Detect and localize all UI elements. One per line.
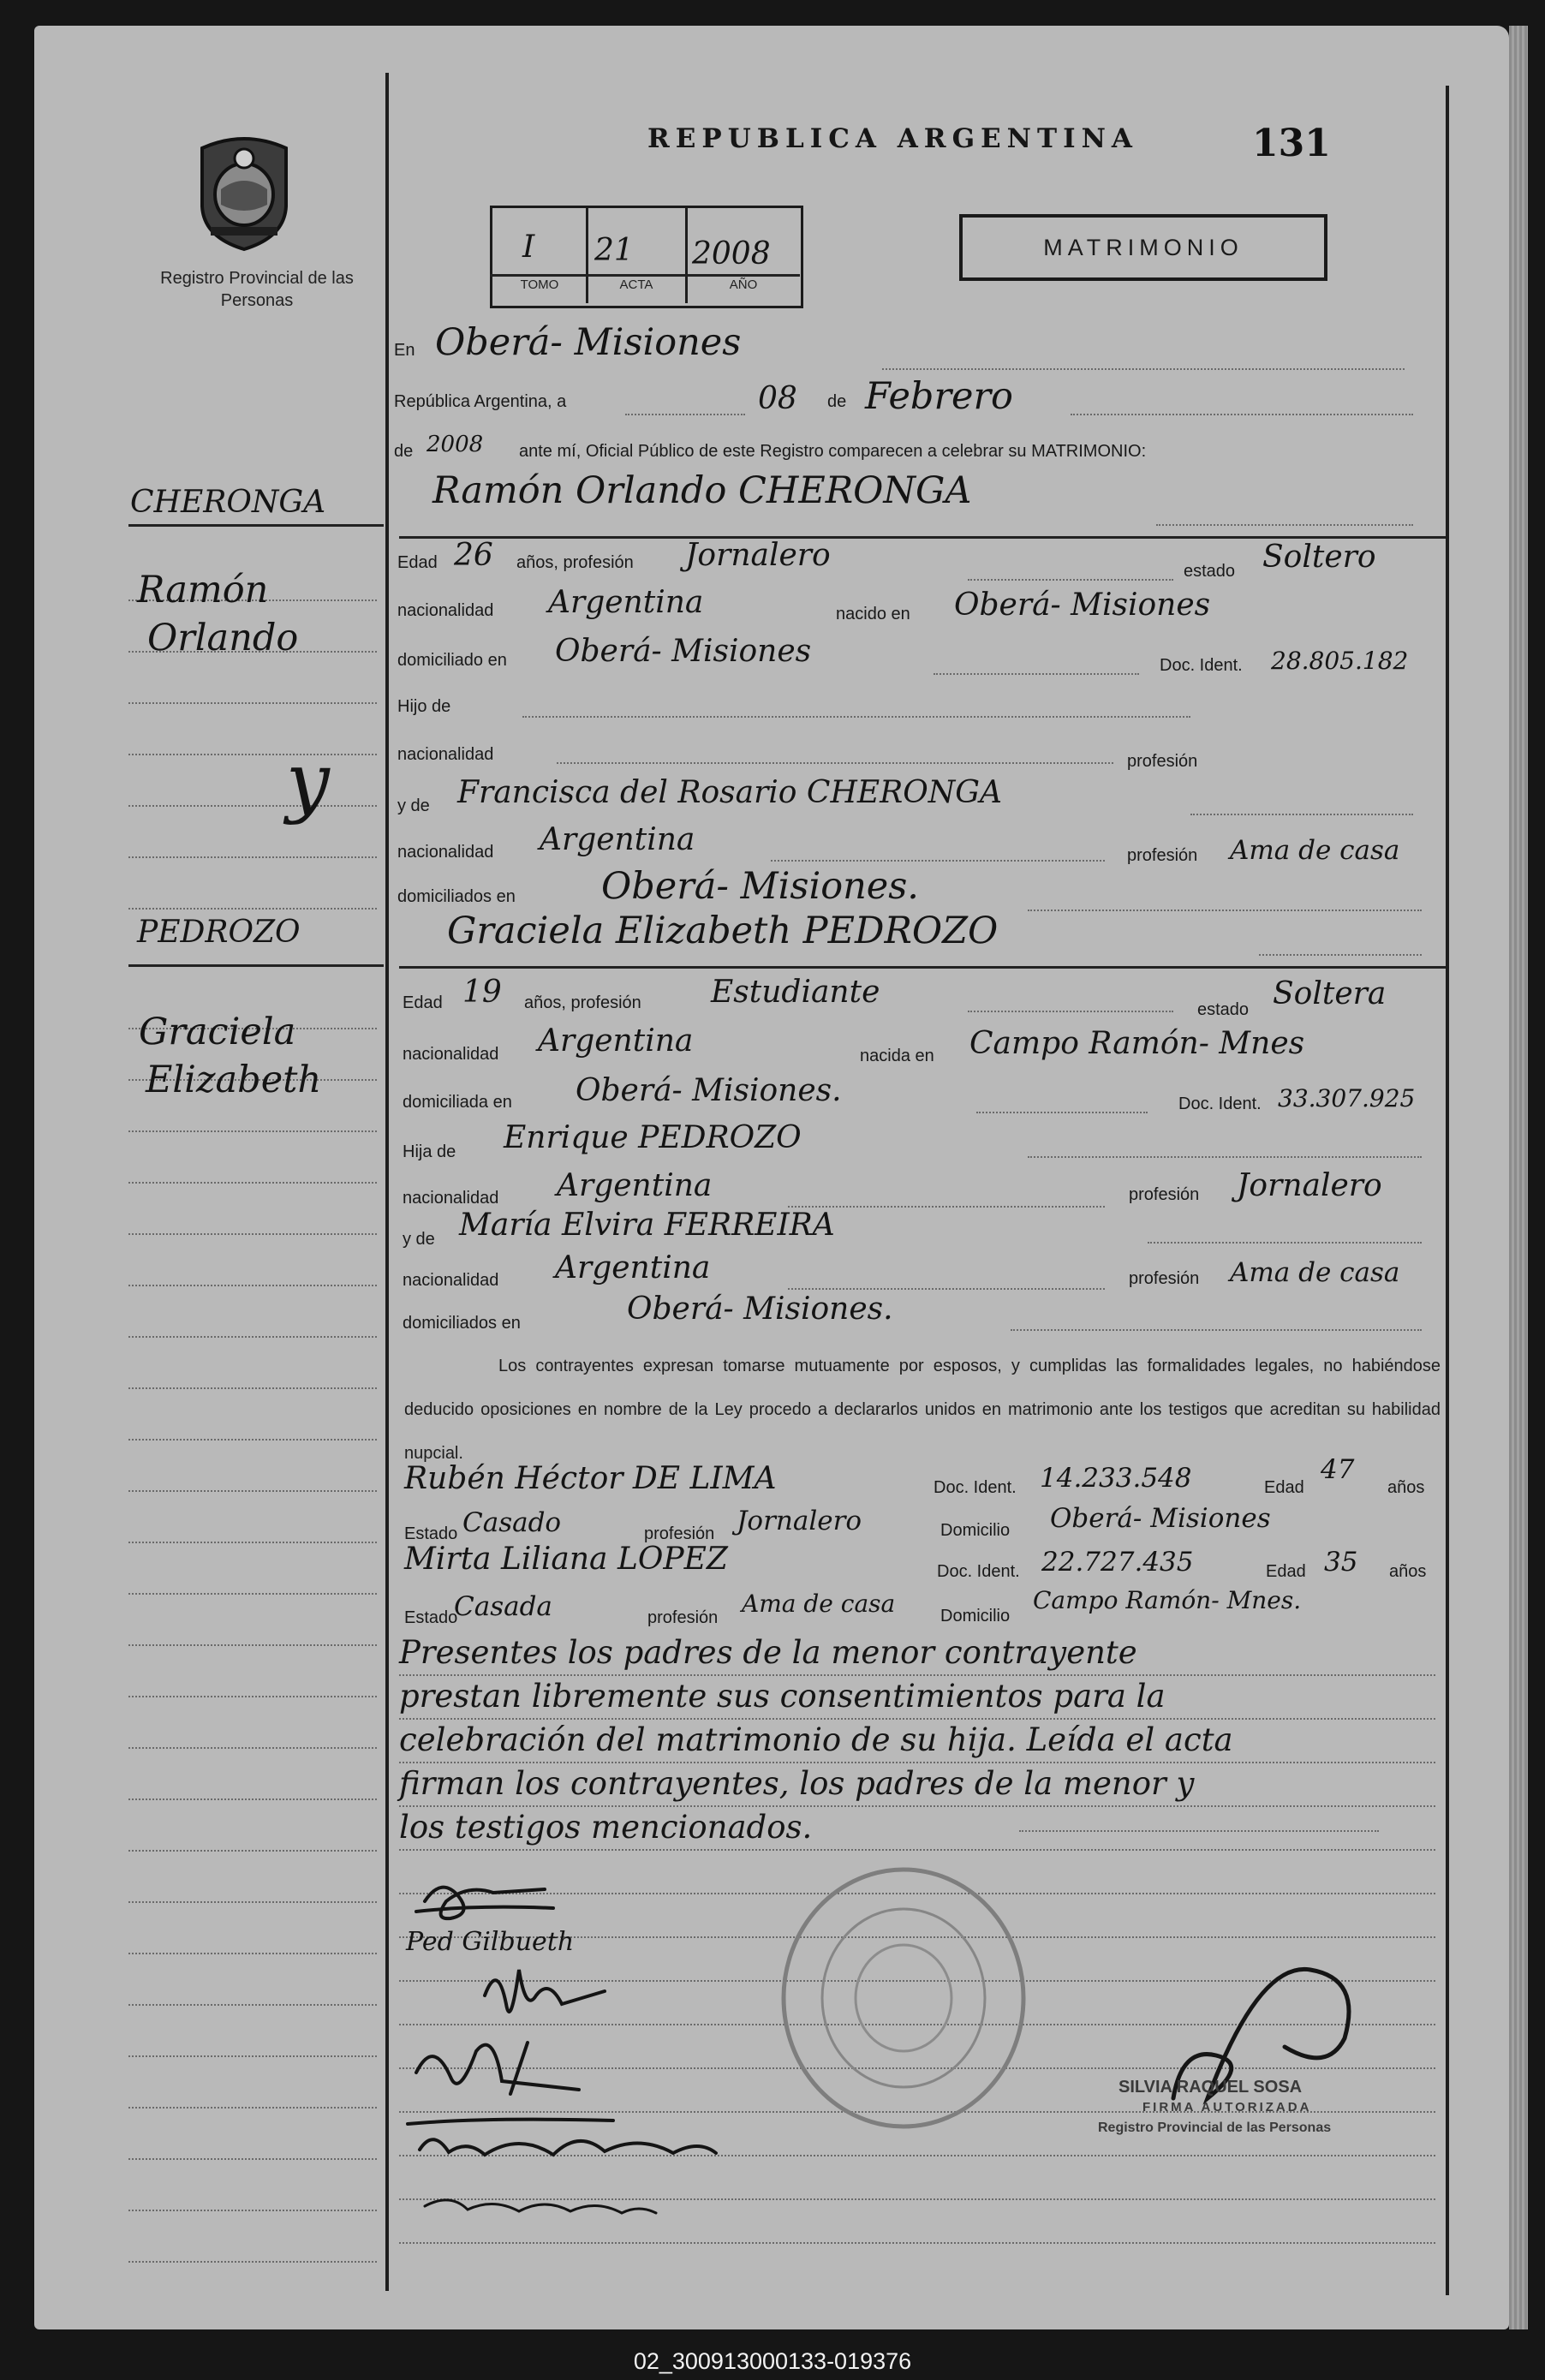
label-nacida-en: nacida en bbox=[860, 1047, 934, 1065]
official-office: Registro Provincial de las Personas bbox=[1098, 2121, 1332, 2135]
label-profesion: profesión bbox=[1129, 1269, 1200, 1288]
bride-mother-nationality: Argentina bbox=[555, 1250, 711, 1285]
witness1-doc: 14.233.548 bbox=[1040, 1463, 1192, 1494]
label-doc-ident: Doc. Ident. bbox=[937, 1562, 1020, 1581]
fill-line bbox=[976, 1112, 1148, 1113]
margin-groom-names-2: Orlando bbox=[147, 617, 299, 659]
label-edad: Edad bbox=[403, 993, 443, 1012]
fill-line bbox=[557, 762, 1113, 764]
bride-profession: Estudiante bbox=[711, 975, 880, 1010]
label-domiciliado-en: domiciliado en bbox=[397, 651, 507, 670]
label-doc-ident: Doc. Ident. bbox=[1178, 1095, 1262, 1113]
groom-residence: Oberá- Misiones bbox=[555, 634, 812, 669]
fill-line bbox=[968, 1011, 1173, 1012]
tomo-value: I bbox=[522, 230, 535, 265]
fill-line bbox=[788, 1206, 1105, 1208]
fill-line bbox=[968, 579, 1173, 581]
label-edad: Edad bbox=[397, 553, 438, 572]
registry-label: Registro Provincial de las Personas bbox=[160, 269, 354, 310]
groom-doc: 28.805.182 bbox=[1271, 647, 1409, 675]
groom-mother: Francisca del Rosario CHERONGA bbox=[457, 775, 1003, 810]
note-line: prestan libremente sus consentimientos para la bbox=[399, 1678, 1166, 1715]
label-profesion: profesión bbox=[644, 1524, 715, 1543]
groom-birthplace: Oberá- Misiones bbox=[954, 588, 1211, 623]
bride-residence: Oberá- Misiones. bbox=[576, 1073, 842, 1108]
acta-value: 21 bbox=[594, 233, 634, 268]
day-value: 08 bbox=[758, 381, 797, 416]
record-type-box: MATRIMONIO bbox=[959, 214, 1327, 281]
label-estado: Estado bbox=[404, 1524, 458, 1543]
witness1-status: Casado bbox=[462, 1507, 562, 1538]
fill-line bbox=[1011, 1329, 1422, 1331]
label-nacionalidad: nacionalidad bbox=[397, 601, 494, 620]
bride-age: 19 bbox=[462, 975, 502, 1010]
label-nacionalidad: nacionalidad bbox=[397, 745, 494, 764]
fill-line bbox=[1148, 1242, 1422, 1244]
label-domicilio: Domicilio bbox=[940, 1521, 1011, 1540]
margin-groom-surname: CHERONGA bbox=[130, 485, 326, 520]
ano-label: AÑO bbox=[729, 277, 758, 292]
label-doc-ident: Doc. Ident. bbox=[934, 1478, 1017, 1497]
margin-conjunction: y bbox=[286, 737, 330, 826]
label-profesion: profesión bbox=[1129, 1185, 1200, 1204]
month-value: Febrero bbox=[865, 375, 1013, 418]
record-box-divider bbox=[490, 274, 800, 277]
fill-line bbox=[934, 673, 1139, 675]
margin-groom-names-1: Ramón bbox=[137, 569, 269, 611]
label-profesion: profesión bbox=[1127, 752, 1198, 771]
label-anos-profesion: años, profesión bbox=[524, 993, 641, 1012]
bride-doc: 33.307.925 bbox=[1278, 1084, 1416, 1112]
fill-line bbox=[1028, 910, 1422, 911]
place-value: Oberá- Misiones bbox=[435, 321, 742, 364]
official-title: FIRMA AUTORIZADA bbox=[1142, 2100, 1312, 2115]
label-nacido-en: nacido en bbox=[836, 605, 910, 623]
tomo-label: TOMO bbox=[520, 277, 559, 292]
intro-text: ante mí, Oficial Público de este Registro comparecen a celebrar su MATRIMONIO: bbox=[519, 442, 1147, 461]
official-name: SILVIA RAQUEL SOSA bbox=[1118, 2078, 1303, 2097]
fill-line bbox=[771, 860, 1105, 862]
fill-line bbox=[1019, 1830, 1379, 1832]
label-nacionalidad: nacionalidad bbox=[403, 1271, 499, 1290]
fill-line bbox=[625, 414, 745, 415]
groom-nationality: Argentina bbox=[548, 585, 704, 620]
label-edad: Edad bbox=[1266, 1562, 1306, 1581]
label-nacionalidad: nacionalidad bbox=[397, 843, 494, 862]
witness1-profession: Jornalero bbox=[737, 1506, 862, 1536]
de-label: de bbox=[827, 392, 847, 411]
witness2-status: Casada bbox=[454, 1591, 552, 1622]
note-line: firman los contrayentes, los padres de la menor y bbox=[399, 1765, 1195, 1802]
label-hija-de: Hija de bbox=[403, 1142, 456, 1161]
groom-age: 26 bbox=[454, 538, 493, 573]
coat-of-arms-icon bbox=[190, 133, 298, 253]
label-y-de: y de bbox=[397, 796, 430, 815]
label-domiciliada-en: domiciliada en bbox=[403, 1093, 512, 1112]
year-prefix: de bbox=[394, 442, 414, 461]
label-anos: años bbox=[1389, 1562, 1427, 1581]
label-profesion: profesión bbox=[647, 1608, 719, 1627]
fill-line bbox=[1259, 954, 1422, 956]
label-estado: estado bbox=[1197, 1000, 1250, 1019]
bride-nationality: Argentina bbox=[538, 1023, 694, 1059]
bride-father-nationality: Argentina bbox=[557, 1168, 713, 1203]
label-edad: Edad bbox=[1264, 1478, 1304, 1497]
label-profesion: profesión bbox=[1127, 846, 1198, 865]
bride-father: Enrique PEDROZO bbox=[504, 1120, 802, 1155]
witness2-address: Campo Ramón- Mnes. bbox=[1033, 1586, 1302, 1614]
fill-line bbox=[1071, 414, 1413, 415]
label-domicilio: Domicilio bbox=[940, 1607, 1011, 1625]
document-title: REPUBLICA ARGENTINA bbox=[647, 123, 1138, 154]
label-domiciliados-en: domiciliados en bbox=[403, 1314, 521, 1333]
witness2-doc: 22.727.435 bbox=[1041, 1547, 1194, 1578]
en-label: En bbox=[394, 341, 415, 360]
label-anos: años bbox=[1387, 1478, 1425, 1497]
bride-mother-profession: Ama de casa bbox=[1230, 1257, 1400, 1288]
note-line: los testigos mencionados. bbox=[399, 1809, 813, 1846]
fill-line bbox=[522, 716, 1190, 718]
fill-line bbox=[1190, 814, 1413, 815]
acta-label: ACTA bbox=[619, 277, 653, 292]
bride-name: Graciela Elizabeth PEDROZO bbox=[447, 910, 999, 952]
label-anos-profesion: años, profesión bbox=[516, 553, 634, 572]
bride-parents-residence: Oberá- Misiones. bbox=[627, 1291, 893, 1327]
handwritten-notes bbox=[399, 1631, 1461, 1849]
label-estado: Estado bbox=[404, 1608, 458, 1627]
witness1-name: Rubén Héctor DE LIMA bbox=[404, 1461, 777, 1496]
page-number: 131 bbox=[1252, 122, 1331, 165]
label-hijo-de: Hijo de bbox=[397, 697, 451, 716]
bride-birthplace: Campo Ramón- Mnes bbox=[969, 1026, 1305, 1061]
witness2-age: 35 bbox=[1324, 1547, 1358, 1578]
republica-label: República Argentina, a bbox=[394, 392, 567, 411]
margin-bride-names-1: Graciela bbox=[139, 1011, 296, 1053]
year-value: 2008 bbox=[427, 432, 484, 457]
ano-value: 2008 bbox=[692, 236, 771, 271]
groom-mother-profession: Ama de casa bbox=[1230, 835, 1400, 866]
bride-status: Soltera bbox=[1273, 976, 1387, 1011]
signatures-icon bbox=[399, 1867, 844, 2244]
fill-line bbox=[788, 1288, 1105, 1290]
groom-name: Ramón Orlando CHERONGA bbox=[432, 469, 972, 512]
bride-father-profession: Jornalero bbox=[1237, 1168, 1382, 1203]
label-estado: estado bbox=[1184, 562, 1236, 581]
label-nacionalidad: nacionalidad bbox=[403, 1045, 499, 1064]
groom-status: Soltero bbox=[1262, 540, 1376, 575]
label-domiciliados-en: domiciliados en bbox=[397, 887, 516, 906]
witness1-age: 47 bbox=[1321, 1454, 1355, 1485]
note-line: celebración del matrimonio de su hija. Leída el acta bbox=[399, 1721, 1233, 1758]
label-y-de: y de bbox=[403, 1230, 435, 1249]
fill-line bbox=[1028, 1156, 1422, 1158]
signature-name-1: Ped Gilbueth bbox=[406, 1927, 575, 1957]
fill-line bbox=[1156, 524, 1413, 526]
witness1-address: Oberá- Misiones bbox=[1050, 1503, 1271, 1534]
groom-profession: Jornalero bbox=[685, 538, 831, 573]
footer-id: 02_300913000133-019376 bbox=[633, 2348, 912, 2374]
witness2-name: Mirta Liliana LOPEZ bbox=[404, 1542, 728, 1577]
groom-parents-residence: Oberá- Misiones. bbox=[601, 865, 919, 908]
label-nacionalidad: nacionalidad bbox=[403, 1189, 499, 1208]
bride-mother: María Elvira FERREIRA bbox=[459, 1208, 835, 1243]
label-doc-ident: Doc. Ident. bbox=[1160, 656, 1243, 675]
margin-bride-surname: PEDROZO bbox=[137, 915, 301, 950]
formal-paragraph: Los contrayentes expresan tomarse mutuamente por esposos, y cumplidas las formalidades legales, no habiéndose deducido oposiciones en nombre de la Ley procedo a declararlos unidos en matrimonio ante los testigos que acreditan su habilidad nupcial. bbox=[404, 1357, 1441, 1463]
witness2-profession: Ama de casa bbox=[742, 1590, 896, 1618]
margin-bride-names-2: Elizabeth bbox=[146, 1059, 322, 1101]
fill-line bbox=[882, 368, 1405, 370]
note-line: Presentes los padres de la menor contrayente bbox=[399, 1634, 1137, 1671]
groom-mother-nationality: Argentina bbox=[540, 822, 695, 857]
